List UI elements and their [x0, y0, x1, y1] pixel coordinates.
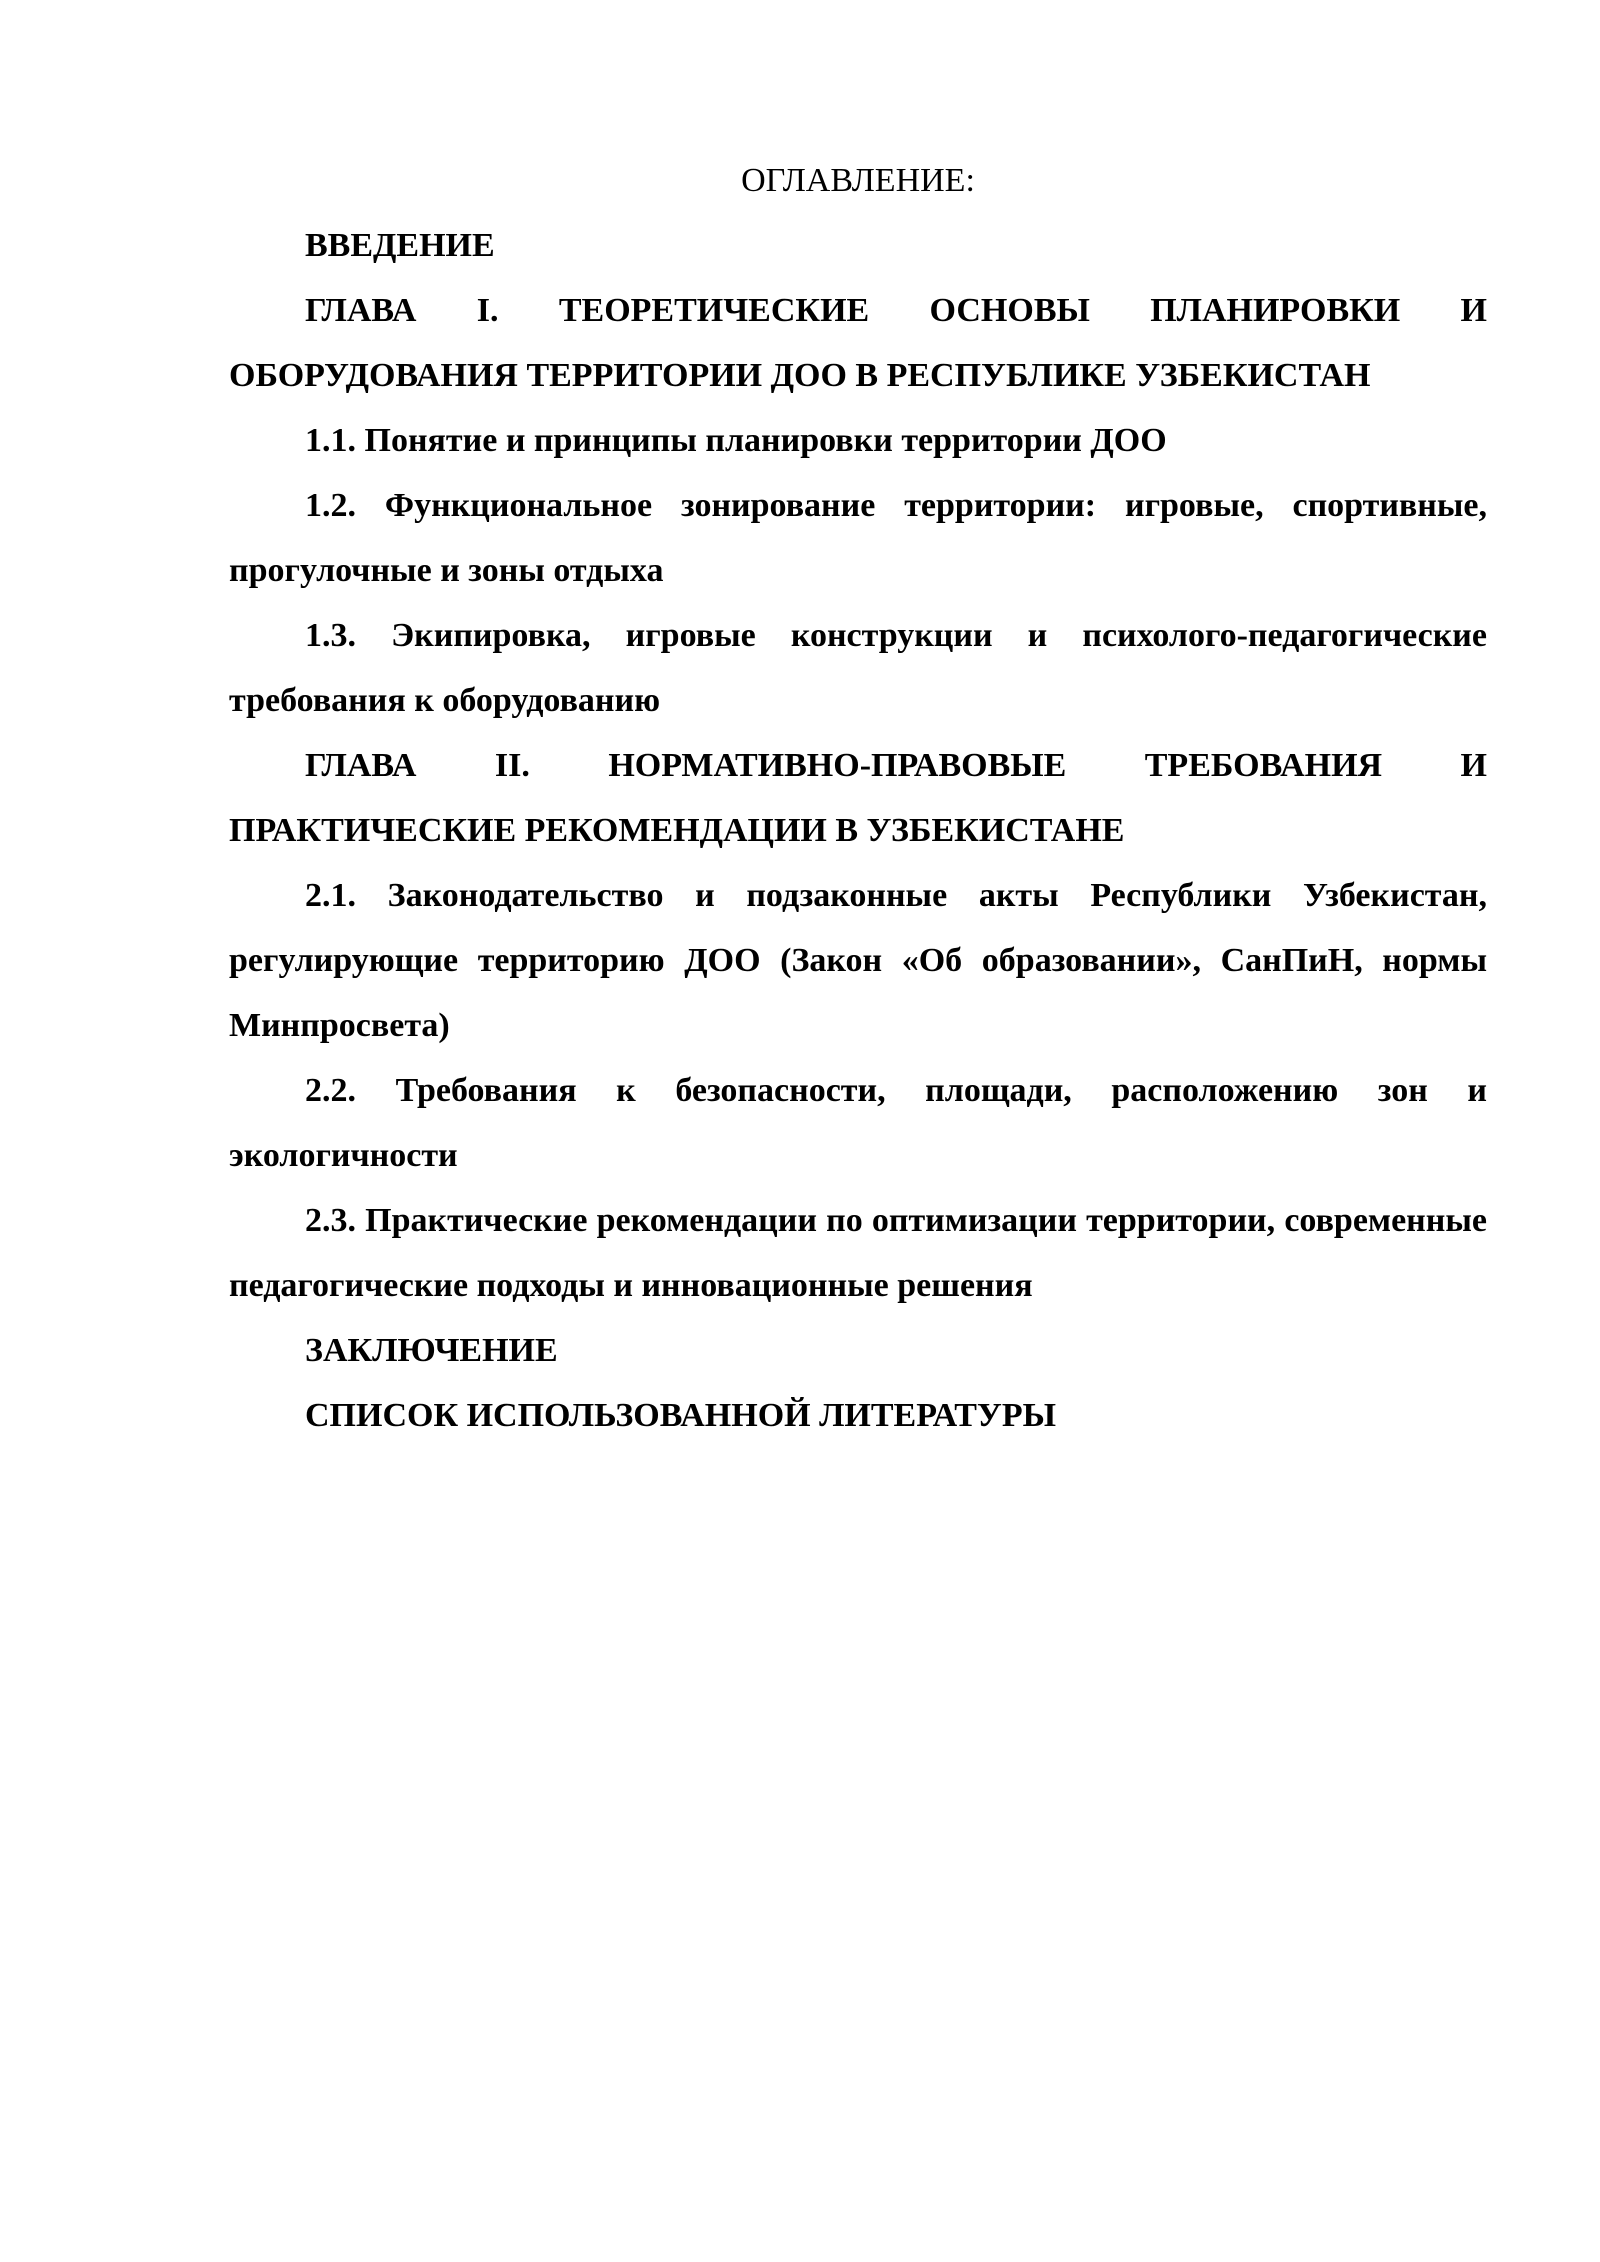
toc-entry-introduction: ВВЕДЕНИЕ — [305, 227, 495, 264]
toc-entry-section-2-3: 2.3. Практические рекомендации по оптимизации территории, современные педагогические подходы и инновационные решения — [229, 1202, 1487, 1304]
toc-entry-chapter-2: ГЛАВА II. НОРМАТИВНО-ПРАВОВЫЕ ТРЕБОВАНИЯ И ПРАКТИЧЕСКИЕ РЕКОМЕНДАЦИИ В УЗБЕКИСТАНЕ — [229, 747, 1487, 849]
toc-entry-chapter-1: ГЛАВА I. ТЕОРЕТИЧЕСКИЕ ОСНОВЫ ПЛАНИРОВКИ И ОБОРУДОВАНИЯ ТЕРРИТОРИИ ДОО В РЕСПУБЛИКЕ УЗБЕКИСТАН — [229, 292, 1487, 394]
toc-entry-references: СПИСОК ИСПОЛЬЗОВАННОЙ ЛИТЕРАТУРЫ — [305, 1397, 1056, 1434]
toc-title: ОГЛАВЛЕНИЕ: — [741, 162, 975, 199]
toc-entry-conclusion: ЗАКЛЮЧЕНИЕ — [305, 1332, 558, 1369]
toc-entry-section-2-1: 2.1. Законодательство и подзаконные акты Республики Узбекистан, регулирующие территорию ДОО (Закон «Об образовании», СанПиН, нормы Минпросвета) — [229, 877, 1487, 1044]
toc-entry-section-1-2: 1.2. Функциональное зонирование территории: игровые, спортивные, прогулочные и зоны отдыха — [229, 487, 1487, 589]
toc-entry-section-1-3: 1.3. Экипировка, игровые конструкции и психолого-педагогические требования к оборудованию — [229, 617, 1487, 719]
toc-entry-section-2-2: 2.2. Требования к безопасности, площади, расположению зон и экологичности — [229, 1072, 1487, 1174]
toc-entry-section-1-1: 1.1. Понятие и принципы планировки территории ДОО — [305, 422, 1167, 459]
table-of-contents — [229, 148, 1487, 1448]
